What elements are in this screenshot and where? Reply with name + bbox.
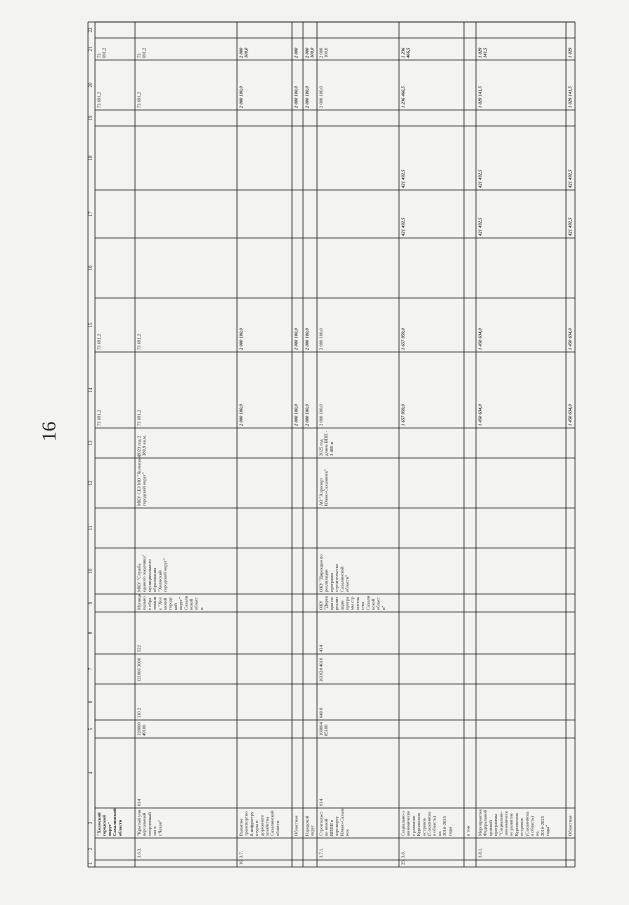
column-header-12: 12 <box>89 480 94 486</box>
cell-r2-c6: 110 2 <box>136 707 142 718</box>
cell-r7-c20: 1 236 466,5 <box>400 86 406 108</box>
cell-r10-c21: 1 029 <box>567 47 573 58</box>
cell-r5-c3: Городскойокруг <box>304 815 315 836</box>
column-header-6: 6 <box>89 700 94 704</box>
column-header-19: 19 <box>89 115 94 121</box>
cell-r4-c14: 2 000 100,0 <box>293 404 299 426</box>
cell-r9-c20: 1 029 141,5 <box>477 86 483 108</box>
cell-r3-c2: 3.7. <box>238 851 244 858</box>
cell-r7-c18: 421 492,5 <box>400 169 406 188</box>
column-header-9: 9 <box>89 601 94 605</box>
cell-r2-c21: 73691,2 <box>136 47 147 58</box>
cell-r8-c3: в том <box>465 825 471 836</box>
cell-r2-c5: 12000049100 <box>136 722 147 736</box>
column-header-10: 10 <box>89 568 94 574</box>
cell-r2-c15: 73 691,2 <box>136 333 142 350</box>
cell-r7-c3: Социально-экономическое развитиеКурильскихостровов(Сахалинская область)на2016-2025годы <box>400 810 453 836</box>
column-header-5: 5 <box>89 727 94 731</box>
cell-r10-c17: 421 492,5 <box>567 217 573 236</box>
column-header-20: 20 <box>89 82 94 88</box>
cell-r6-c13: 2025 годдлина ВПП -3 400 м <box>318 430 334 456</box>
cell-r2-c20: 73 691,2 <box>136 91 142 108</box>
cell-r1-c15: 73 691,2 <box>96 333 102 350</box>
column-header-17: 17 <box>89 211 94 217</box>
cell-r9-c2: 3.8.1. <box>477 847 483 858</box>
cell-r10-c18: 421 492,5 <box>567 169 573 188</box>
cell-r3-c14: 2 000 100,0 <box>238 404 244 426</box>
cell-r2-c14: 73 691,2 <box>136 409 142 426</box>
cell-r4-c15: 2 000 100,0 <box>293 328 299 350</box>
cell-r2-c12: МКУ СЕЗ МО "Холмскийгородской округ" <box>136 455 147 506</box>
column-header-22: 22 <box>89 27 94 33</box>
column-header-1: 1 <box>89 862 94 865</box>
cell-r3-c21: 2 000100,0 <box>238 47 249 58</box>
cell-r9-c21: 1 029141,5 <box>477 47 488 58</box>
cell-r4-c3: Областная <box>293 815 299 836</box>
column-header-2: 2 <box>89 847 94 851</box>
cell-r6-c7: 161024 4010 <box>318 657 324 682</box>
cell-r1-c20: 73 691,2 <box>96 91 102 108</box>
cell-r10-c14: 1 450 634,0 <box>567 404 573 426</box>
column-header-18: 18 <box>89 155 94 161</box>
cell-r7-c21: 1 236466,5 <box>400 47 411 58</box>
page-number: 16 <box>38 421 61 442</box>
cell-r2-c10: МКУ "Службаединого заказчика"муниципальногообразования"Холмскийгородской округ" <box>136 554 168 592</box>
cell-r9-c14: 1 450 634,0 <box>477 404 483 426</box>
cell-r3-c3: Развитиетранспортной инфраструктуры идорожногохозяйстваСахалинскойобласти <box>238 810 280 836</box>
cell-r9-c3: МероприятияФедеральнойцелевойпрограммы"Социально-экономическое развитиеКурильскихостровов(Сахалинская область)на2016-2025годы" <box>477 809 551 836</box>
cell-r2-c13: 2023 год 2380,9 кв.м. <box>136 434 147 456</box>
cell-r6-c3: Строительство новойВППII ваэропортуЮжно-Сахалинск <box>318 807 350 836</box>
cell-r2-c3: "Крытый универсальныйспортивныйзал вг.Чехов" <box>136 809 163 836</box>
cell-r5-c15: 2 000 100,0 <box>304 328 310 350</box>
cell-r2-c2: 3.6.3. <box>136 847 142 858</box>
cell-r10-c20: 1 029 141,5 <box>567 86 573 108</box>
cell-r6-c14: 2 000 100,0 <box>318 404 324 426</box>
cell-r10-c3: Областная <box>567 815 573 836</box>
cell-r9-c17: 421 492,5 <box>477 217 483 236</box>
column-header-15: 15 <box>89 322 94 328</box>
cell-r4-c20: 2 000 100,0 <box>293 86 299 108</box>
cell-r9-c18: 421 492,5 <box>477 169 483 188</box>
cell-r6-c5: 16000485100 <box>318 722 329 736</box>
cell-r7-c2: 3.8. <box>400 851 406 858</box>
cell-r2-c8: 522 <box>136 645 142 652</box>
column-header-21: 21 <box>89 46 94 52</box>
cell-r2-c9: Муниципальное образование "Холмскийгородскойокруг"Сахалинскойобласти <box>136 593 204 610</box>
column-header-11: 11 <box>89 525 94 531</box>
cell-r6-c9: ОКУ"Дирекция пореализациипрограмм строительстваСахалинскойобласти" <box>318 595 386 610</box>
cell-r6-c4: 014 <box>318 799 324 806</box>
cell-r10-c15: 1 450 634,0 <box>567 328 573 350</box>
cell-r7-c17: 421 492,5 <box>400 217 406 236</box>
cell-r6-c12: АО "АэропортЮжно-Сахалинск" <box>318 468 329 506</box>
cell-r6-c20: 2 000 100,0 <box>318 86 324 108</box>
cell-r6-c21: 2 000100,0 <box>318 47 329 58</box>
cell-r3-c20: 2 000 100,0 <box>238 86 244 108</box>
cell-r7-c15: 1 657 959,0 <box>400 328 406 350</box>
cell-r6-c8: 414 <box>318 645 324 652</box>
cell-r7-c1: 25. <box>400 859 406 865</box>
cell-r1-c21: 73691,2 <box>96 47 107 58</box>
cell-r3-c1: 16. <box>238 859 244 865</box>
column-header-3: 3 <box>89 821 94 825</box>
cell-r6-c2: 3.7.1. <box>318 847 324 858</box>
column-header-4: 4 <box>89 771 94 775</box>
column-header-14: 14 <box>89 387 94 393</box>
cell-r5-c14: 2 000 100,0 <box>304 404 310 426</box>
cell-r6-c6: 040 8 <box>318 707 324 718</box>
cell-r6-c10: ОКУ "Дирекция пореализациипрограммстроительстваСахалинскойобласти" <box>318 554 350 592</box>
cell-r5-c20: 2 000 100,0 <box>304 86 310 108</box>
cell-r3-c15: 2 000 100,0 <box>238 328 244 350</box>
cell-r7-c14: 1 657 959,0 <box>400 404 406 426</box>
cell-r5-c21: 2 000100,0 <box>304 47 315 58</box>
column-header-16: 16 <box>89 265 94 271</box>
column-header-8: 8 <box>89 631 94 635</box>
column-header-13: 13 <box>89 440 94 446</box>
cell-r9-c15: 1 450 634,0 <box>477 328 483 350</box>
column-header-7: 7 <box>89 667 94 671</box>
cell-r6-c15: 2 000 100,0 <box>318 328 324 350</box>
cell-r2-c4: 014 <box>136 799 142 806</box>
cell-r4-c21: 2 000 <box>293 47 299 58</box>
cell-r1-c14: 73 691,2 <box>96 409 102 426</box>
cell-r1-c3: "Холмскийгородскойокруг"Сахалинскойобласти <box>96 808 123 836</box>
cell-r2-c7: 121006 3000 <box>136 657 142 682</box>
